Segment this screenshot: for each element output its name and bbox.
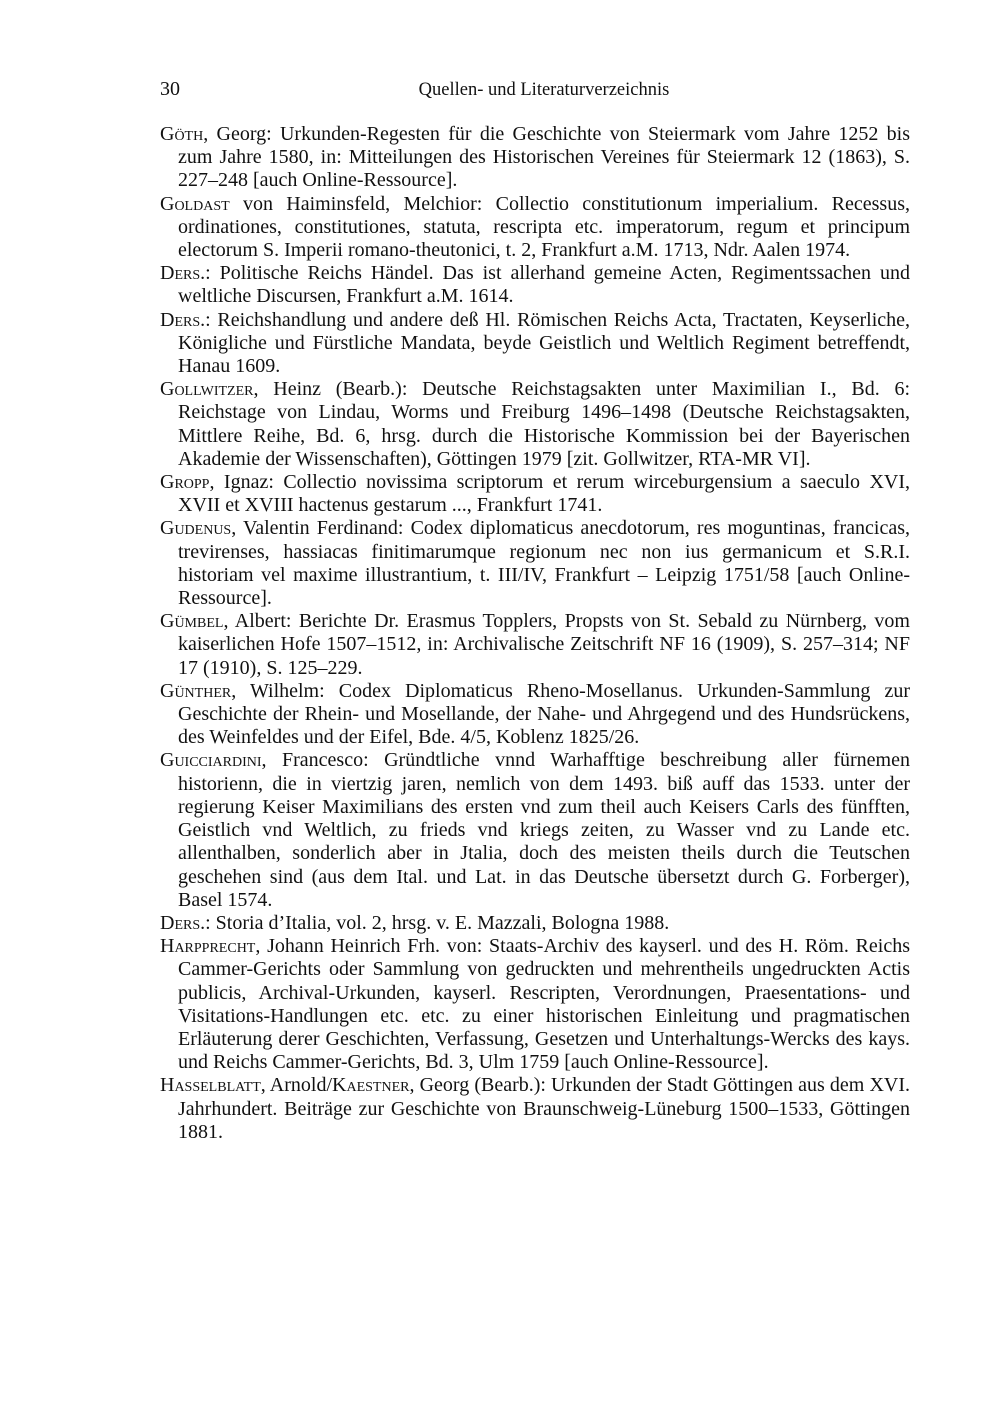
page-number: 30 [160,78,180,100]
entry-author: Ders. [160,308,206,331]
running-title: Quellen- und Literaturverzeichnis [418,80,670,100]
bibliography-entry [160,912,910,935]
entry-author: Ders. [160,262,206,285]
bibliography-list [160,123,910,1144]
entry-text: , Francesco: Gründtliche vnnd Warhafftige beschreibung aller fürnemen historienn, die in viertzig jaren, nemlich von dem 1493. biß auff das 1533. unter der regierung Keiser Maximilians des ersten vnd zum theil auch Keisers Carls des fünfften, Geistlich vnd Weltlich, zu frieds vnd kriegs zeiten, zu Wasser vnd zu Lande etc. allenthalben, sonderlich aber in Jtalia, doch des meisten theils durch die Teutschen geschehen sind (aus dem Ital. und Lat. in das Deutsche übersetzt durch G. Forberger), Basel 1574. [178,749,910,911]
entry-text: , Ignaz: Collectio novissima scriptorum et rerum wirceburgensium a saeculo XVI, XVII et XVIII hactenus gestarum ..., Frankfurt 1741. [178,471,910,517]
entry-text: : Reichshandlung und andere deß Hl. Römischen Reichs Acta, Tractaten, Keyserliche, Königliche und Fürstliche Mandata, beyde Geistlich und Weltlich Regiment betreffendt, Hanau 1609. [178,308,910,378]
bibliography-entry [160,1074,910,1144]
entry-text: , Georg (Bearb.): Urkunden der Stadt Göttingen aus dem XVI. Jahrhundert. Beiträge zur Geschichte von Braunschweig-Lüneburg 1500–1533, Göttingen 1881. [178,1074,910,1143]
bibliography-entry [160,749,910,911]
page-header [160,78,910,104]
bibliography-entry [160,123,910,193]
entry-text: : Storia d’Italia, vol. 2, hrsg. v. E. Mazzali, Bologna 1988. [205,911,670,934]
entry-author: Gudenus [160,517,232,540]
bibliography-entry [160,610,910,680]
entry-author: Göth [160,123,204,145]
entry-author: Gropp [160,471,210,494]
entry-text: , Johann Heinrich Frh. von: Staats-Archiv des kayserl. und des H. Röm. Reichs Cammer-Gerichts oder Sammlung von gedruckten und mehrentheils ungedruckten Actis publicis, Archival-Urkunden, kayserl. Rescripten, Verordnungen, Praesentations- und Visitations-Handlungen etc. etc. zu einer historischen Einleitung und pragmatischen Erläuterung derer Geschichten, Verfassung, Gesetzen und Unterhaltungs-Wercks des kays. und Reichs Cammer-Gerichts, Bd. 3, Ulm 1759 [auch Online-Ressource]. [178,935,910,1074]
entry-author: Hasselblatt [160,1074,261,1097]
bibliography-entry [160,378,910,471]
entry-author: Kaestner [332,1074,410,1097]
entry-text: , Georg: Urkunden-Regesten für die Geschichte von Steiermark vom Jahre 1252 bis zum Jahre 1580, in: Mitteilungen des Historischen Vereines für Steiermark 12 (1863), S. 227–248 [auch Online-Ressource]. [178,123,910,192]
bibliography-entry [160,471,910,517]
entry-text: , Heinz (Bearb.): Deutsche Reichstagsakten unter Maximilian I., Bd. 6: Reichstage von Lindau, Worms und Freiburg 1496–1498 (Deutsche Reichstagsakten, Mittlere Reihe, Bd. 6, hrsg. durch die Historische Kommission bei der Bayerischen Akademie der Wissenschaften), Göttingen 1979 [zit. Gollwitzer, RTA-MR VI]. [178,378,910,470]
bibliography-entry [160,193,910,263]
entry-text: , Albert: Berichte Dr. Erasmus Topplers, Propsts von St. Sebald zu Nürnberg, vom kaiserlichen Hofe 1507–1512, in: Archivalische Zeitschrift NF 16 (1909), S. 257–314; NF 17 (1910), S. 125–229. [178,610,910,679]
entry-author: Goldast [160,192,230,215]
entry-text: von Haiminsfeld, Melchior: Collectio constitutionum imperialium. Recessus, ordinationes, constitutiones, statuta, rescripta etc. imperatorum, regum et principum electorum S. Imperii romano-theutonici, t. 2, Frankfurt a.M. 1713, Ndr. Aalen 1974. [178,192,910,262]
entry-text: , Wilhelm: Codex Diplomaticus Rheno-Mosellanus. Urkunden-Sammlung zur Geschichte der Rhein- und Mosellande, der Nahe- und Ahrgegend und des Hundsrückens, des Weinfeldes und der Eifel, Bde. 4/5, Koblenz 1825/26. [178,679,910,749]
entry-author: Gümbel [160,610,224,633]
entry-author: Ders. [160,911,206,934]
entry-author: Harpprecht [160,935,256,958]
entry-author: Gollwitzer [160,378,254,401]
entry-text: , Valentin Ferdinand: Codex diplomaticus anecdotorum, res moguntinas, francicas, trevirenses, hassiacas finitimarumque regionum nec non ius germanicum et S.R.I. historiam vel maxime illustrantium, t. III/IV, Frankfurt – Leipzig 1751/58 [auch Online-Ressource]. [178,517,910,610]
bibliography-entry [160,262,910,308]
entry-text: , Arnold/ [260,1074,333,1097]
entry-text: : Politische Reichs Händel. Das ist allerhand gemeine Acten, Regimentssachen und weltliche Discursen, Frankfurt a.M. 1614. [178,262,910,308]
entry-author: Guicciardini [160,749,262,772]
bibliography-entry [160,935,910,1074]
bibliography-entry [160,517,910,610]
bibliography-entry [160,680,910,750]
entry-author: Günther [160,679,232,702]
bibliography-entry [160,309,910,379]
